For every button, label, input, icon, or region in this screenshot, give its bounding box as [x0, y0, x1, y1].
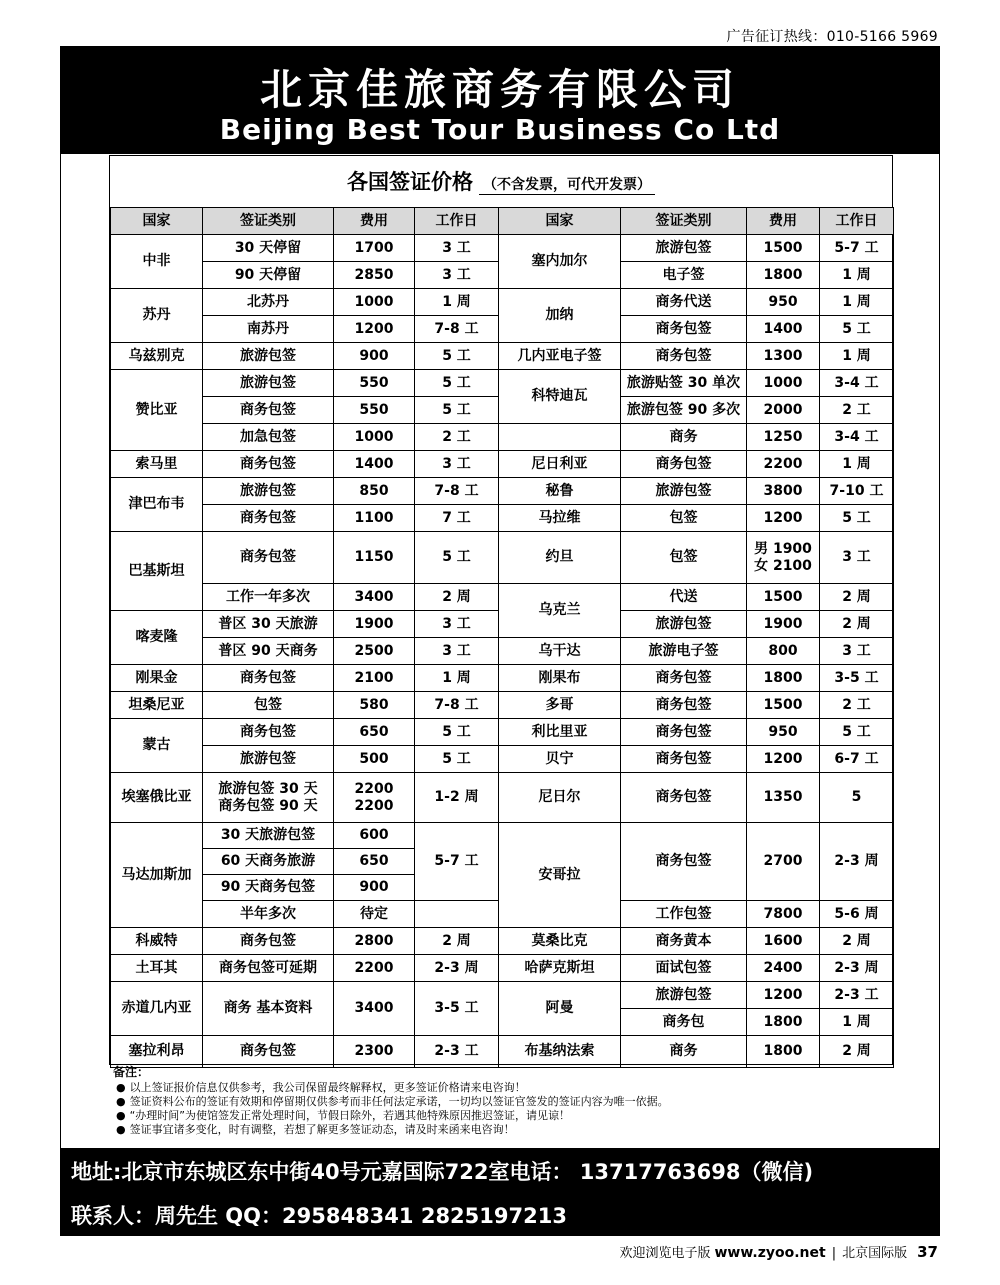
- table-cell: 5-6 周: [820, 901, 894, 928]
- table-cell: 600: [334, 823, 415, 849]
- table-cell: 商务包签可延期: [203, 955, 334, 982]
- table-cell: 商务包签: [203, 505, 334, 532]
- price-table-title: [110, 166, 892, 196]
- table-cell: 3 工: [820, 532, 894, 584]
- table-cell: 2 周: [415, 584, 499, 611]
- table-row: [111, 343, 894, 370]
- table-cell: 商务: [621, 424, 747, 451]
- col-header: 签证类别: [203, 208, 334, 235]
- table-cell: 商务包签: [203, 665, 334, 692]
- table-cell: 旅游包签: [621, 235, 747, 262]
- table-cell: 包签: [621, 505, 747, 532]
- notes-title: 备注：: [113, 1065, 150, 1079]
- table-row: [111, 638, 894, 665]
- table-cell: 1900: [747, 611, 820, 638]
- table-cell: 1 周: [820, 289, 894, 316]
- contact-footer: [61, 1148, 939, 1235]
- table-cell: 土耳其: [111, 955, 203, 982]
- table-cell: 旅游包签: [203, 746, 334, 773]
- col-header: 工作日: [820, 208, 894, 235]
- table-cell: 2 工: [415, 424, 499, 451]
- table-row: [111, 982, 894, 1009]
- table-cell: 900: [334, 343, 415, 370]
- table-cell: 科特迪瓦: [499, 370, 621, 424]
- table-cell: 2 周: [820, 584, 894, 611]
- table-cell: 2 工: [820, 692, 894, 719]
- table-cell: 工作一年多次: [203, 584, 334, 611]
- table-cell: 1-2 周: [415, 773, 499, 823]
- table-cell: 1200: [334, 316, 415, 343]
- table-cell: 3 工: [820, 638, 894, 665]
- table-cell: 面试包签: [621, 955, 747, 982]
- table-cell: 利比里亚: [499, 719, 621, 746]
- table-cell: 阿曼: [499, 982, 621, 1036]
- table-cell: 北苏丹: [203, 289, 334, 316]
- table-cell: 刚果布: [499, 665, 621, 692]
- table-cell: 马达加斯加: [111, 823, 203, 928]
- table-cell: 商务包签: [621, 665, 747, 692]
- table-cell: 加纳: [499, 289, 621, 343]
- table-cell: 南苏丹: [203, 316, 334, 343]
- table-cell: 3400: [334, 982, 415, 1036]
- company-name-en: Beijing Best Tour Business Co Ltd: [219, 113, 781, 146]
- table-cell: 工作包签: [621, 901, 747, 928]
- address-phone: 地址:北京市东城区东中街40号元嘉国际722室电话： 13717763698（微信): [71, 1160, 814, 1184]
- table-cell: 旅游包签: [621, 982, 747, 1009]
- table-cell: 1200: [747, 746, 820, 773]
- table-cell: 旅游包签: [621, 478, 747, 505]
- table-cell: 2100: [334, 665, 415, 692]
- table-cell: 5: [820, 773, 894, 823]
- table-cell: 60 天商务旅游: [203, 849, 334, 875]
- table-cell: 坦桑尼亚: [111, 692, 203, 719]
- col-header: 国家: [111, 208, 203, 235]
- table-header-row: [111, 208, 894, 235]
- table-cell: 3 工: [415, 638, 499, 665]
- table-cell: 索马里: [111, 451, 203, 478]
- table-cell: 2700: [747, 823, 820, 901]
- table-cell: 3800: [747, 478, 820, 505]
- table-cell: 几内亚电子签: [499, 343, 621, 370]
- table-cell: 500: [334, 746, 415, 773]
- table-cell: 1000: [334, 424, 415, 451]
- table-cell: 电子签: [621, 262, 747, 289]
- table-cell: 1400: [334, 451, 415, 478]
- table-cell: 乌干达: [499, 638, 621, 665]
- table-cell: 1800: [747, 1009, 820, 1036]
- table-cell: 商务黄本: [621, 928, 747, 955]
- table-cell: 1150: [334, 532, 415, 584]
- table-cell: 800: [747, 638, 820, 665]
- table-cell: 包签: [621, 532, 747, 584]
- table-row: [111, 1036, 894, 1068]
- table-cell: 商务包签: [203, 1036, 334, 1068]
- table-cell: 商务包签: [203, 928, 334, 955]
- table-cell: 1 周: [820, 343, 894, 370]
- separator: |: [831, 1246, 837, 1261]
- table-cell: 刚果金: [111, 665, 203, 692]
- table-cell: 旅游电子签: [621, 638, 747, 665]
- table-cell: 3 工: [415, 235, 499, 262]
- table-cell: 6-7 工: [820, 746, 894, 773]
- contact-person-qq: 联系人：周先生 QQ：295848341 2825197213: [71, 1204, 567, 1228]
- table-cell: 2 周: [415, 928, 499, 955]
- visa-price-section: [109, 155, 893, 1065]
- table-row: [111, 823, 894, 849]
- table-cell: 哈萨克斯坦: [499, 955, 621, 982]
- table-cell: 5 工: [415, 719, 499, 746]
- table-row: [111, 928, 894, 955]
- table-cell: 秘鲁: [499, 478, 621, 505]
- table-cell: 商务包签: [621, 746, 747, 773]
- table-cell: 2 周: [820, 928, 894, 955]
- table-cell: 塞拉利昂: [111, 1036, 203, 1068]
- table-row: [111, 289, 894, 316]
- table-cell: 90 天停留: [203, 262, 334, 289]
- table-cell: 商务包: [621, 1009, 747, 1036]
- table-cell: 3 工: [415, 262, 499, 289]
- table-cell: 1300: [747, 343, 820, 370]
- note-item: ● 签证资料公布的签证有效期和停留期仅供参考而非任何法定承诺，一切均以签证官签发的签证内容为唯一依据。: [116, 1095, 913, 1109]
- table-cell: 乌兹别克: [111, 343, 203, 370]
- table-cell: 普区 30 天旅游: [203, 611, 334, 638]
- table-cell: 2500: [334, 638, 415, 665]
- table-cell: 3-5 工: [415, 982, 499, 1036]
- table-cell: 旅游包签: [203, 343, 334, 370]
- table-cell: 900: [334, 875, 415, 901]
- table-cell: 2 周: [820, 611, 894, 638]
- table-cell: 5 工: [820, 316, 894, 343]
- table-row: [111, 478, 894, 505]
- col-header: 国家: [499, 208, 621, 235]
- table-cell: 650: [334, 849, 415, 875]
- table-cell: 1600: [747, 928, 820, 955]
- table-cell: 1200: [747, 982, 820, 1009]
- table-cell: 2 工: [820, 397, 894, 424]
- table-cell: 90 天商务包签: [203, 875, 334, 901]
- table-cell: 约旦: [499, 532, 621, 584]
- table-row: [111, 665, 894, 692]
- table-cell: 包签: [203, 692, 334, 719]
- table-cell: 尼日尔: [499, 773, 621, 823]
- table-cell: 商务包签: [621, 773, 747, 823]
- table-cell: 商务代送: [621, 289, 747, 316]
- table-cell: 巴基斯坦: [111, 532, 203, 611]
- table-cell: 蒙古: [111, 719, 203, 773]
- edition-name: 北京国际版: [842, 1246, 908, 1261]
- table-cell: 3 工: [415, 451, 499, 478]
- website-link[interactable]: www.zyoo.net: [714, 1245, 826, 1261]
- page-footer: [619, 1242, 938, 1261]
- col-header: 费用: [334, 208, 415, 235]
- table-cell: 尼日利亚: [499, 451, 621, 478]
- table-cell: 科威特: [111, 928, 203, 955]
- table-cell: 3 工: [415, 611, 499, 638]
- table-cell: 7-8 工: [415, 478, 499, 505]
- table-cell: [499, 424, 621, 451]
- table-cell: 1700: [334, 235, 415, 262]
- notes-section: [113, 1065, 913, 1137]
- table-cell: 2-3 工: [820, 982, 894, 1009]
- note-item: ● “办理时间”为使馆签发正常处理时间，节假日除外，若遇其他特殊原因推迟签证，请见谅！: [116, 1109, 913, 1123]
- table-cell: 3-5 工: [820, 665, 894, 692]
- table-cell: 男 1900 女 2100: [747, 532, 820, 584]
- table-cell: 普区 90 天商务: [203, 638, 334, 665]
- table-cell: 950: [747, 289, 820, 316]
- table-cell: 2 周: [820, 1036, 894, 1068]
- page-number: 37: [917, 1243, 938, 1261]
- table-row: [111, 955, 894, 982]
- table-row: [111, 746, 894, 773]
- table-cell: 2300: [334, 1036, 415, 1068]
- table-cell: 5 工: [415, 370, 499, 397]
- table-cell: 1200: [747, 505, 820, 532]
- table-cell: 3400: [334, 584, 415, 611]
- table-cell: 贝宁: [499, 746, 621, 773]
- table-cell: 安哥拉: [499, 823, 621, 928]
- table-cell: 2800: [334, 928, 415, 955]
- ad-hotline: 广告征订热线：010-5166 5969: [726, 29, 938, 45]
- table-cell: [415, 901, 499, 928]
- table-cell: 旅游贴签 30 单次: [621, 370, 747, 397]
- table-cell: 580: [334, 692, 415, 719]
- table-row: [111, 719, 894, 746]
- table-cell: 7-8 工: [415, 316, 499, 343]
- page-frame: [60, 46, 940, 1236]
- table-cell: 1 周: [820, 262, 894, 289]
- table-row: [111, 451, 894, 478]
- table-cell: 商务包签: [203, 719, 334, 746]
- table-cell: 赞比亚: [111, 370, 203, 451]
- table-cell: 2-3 周: [820, 955, 894, 982]
- company-name-cn: 北京佳旅商务有限公司: [259, 65, 740, 114]
- table-cell: 5 工: [415, 343, 499, 370]
- table-cell: 1000: [334, 289, 415, 316]
- table-row: [111, 773, 894, 823]
- table-cell: 商务 基本资料: [203, 982, 334, 1036]
- table-cell: 1 周: [415, 289, 499, 316]
- table-cell: 5 工: [415, 397, 499, 424]
- table-cell: 850: [334, 478, 415, 505]
- table-cell: 1400: [747, 316, 820, 343]
- table-cell: 5 工: [415, 746, 499, 773]
- table-cell: 塞内加尔: [499, 235, 621, 289]
- table-cell: 1800: [747, 1036, 820, 1068]
- table-cell: 550: [334, 370, 415, 397]
- table-cell: 商务包签: [203, 451, 334, 478]
- table-cell: 商务包签: [203, 532, 334, 584]
- table-cell: 布基纳法索: [499, 1036, 621, 1068]
- table-cell: 1000: [747, 370, 820, 397]
- table-cell: 待定: [334, 901, 415, 928]
- table-row: [111, 370, 894, 397]
- table-cell: 2200: [747, 451, 820, 478]
- table-row: [111, 584, 894, 611]
- table-cell: 苏丹: [111, 289, 203, 343]
- table-cell: 商务包签: [203, 397, 334, 424]
- table-cell: 1350: [747, 773, 820, 823]
- table-cell: 2-3 周: [415, 955, 499, 982]
- table-cell: 5 工: [820, 719, 894, 746]
- table-cell: 旅游包签 30 天 商务包签 90 天: [203, 773, 334, 823]
- table-cell: 半年多次: [203, 901, 334, 928]
- table-cell: 30 天停留: [203, 235, 334, 262]
- table-cell: 商务包签: [621, 316, 747, 343]
- table-cell: 商务包签: [621, 823, 747, 901]
- table-cell: 赤道几内亚: [111, 982, 203, 1036]
- table-cell: 加急包签: [203, 424, 334, 451]
- table-row: [111, 235, 894, 262]
- table-cell: 550: [334, 397, 415, 424]
- table-cell: 3-4 工: [820, 424, 894, 451]
- table-cell: 商务包签: [621, 692, 747, 719]
- table-cell: 莫桑比克: [499, 928, 621, 955]
- browse-text: 欢迎浏览电子版: [619, 1246, 711, 1261]
- table-cell: 多哥: [499, 692, 621, 719]
- table-cell: 2200 2200: [334, 773, 415, 823]
- table-cell: 旅游包签: [621, 611, 747, 638]
- col-header: 工作日: [415, 208, 499, 235]
- price-title-note: （不含发票，可代开发票）: [479, 174, 655, 195]
- table-cell: 1500: [747, 584, 820, 611]
- table-cell: 1100: [334, 505, 415, 532]
- table-cell: 30 天旅游包签: [203, 823, 334, 849]
- table-cell: 1900: [334, 611, 415, 638]
- table-cell: 3-4 工: [820, 370, 894, 397]
- table-cell: 1500: [747, 235, 820, 262]
- table-cell: 旅游包签 90 多次: [621, 397, 747, 424]
- table-cell: 代送: [621, 584, 747, 611]
- table-cell: 1 周: [820, 1009, 894, 1036]
- table-cell: 津巴布韦: [111, 478, 203, 532]
- table-cell: 喀麦隆: [111, 611, 203, 665]
- table-cell: 7 工: [415, 505, 499, 532]
- col-header: 签证类别: [621, 208, 747, 235]
- note-item: ● 签证事宜诸多变化，时有调整，若想了解更多签证动态，请及时来函来电咨询！: [116, 1123, 913, 1137]
- table-cell: 7-10 工: [820, 478, 894, 505]
- table-cell: 中非: [111, 235, 203, 289]
- table-cell: 2850: [334, 262, 415, 289]
- table-row: [111, 505, 894, 532]
- table-cell: 商务包签: [621, 343, 747, 370]
- table-cell: 7-8 工: [415, 692, 499, 719]
- table-row: [111, 532, 894, 584]
- table-cell: 1250: [747, 424, 820, 451]
- table-cell: 2200: [334, 955, 415, 982]
- col-header: 费用: [747, 208, 820, 235]
- table-cell: 1800: [747, 262, 820, 289]
- table-cell: 5 工: [415, 532, 499, 584]
- visa-price-table: [110, 207, 894, 1068]
- visa-table-body: [111, 235, 894, 1068]
- table-cell: 2-3 工: [415, 1036, 499, 1068]
- table-cell: 7800: [747, 901, 820, 928]
- table-cell: 5-7 工: [415, 823, 499, 901]
- table-cell: 5 工: [820, 505, 894, 532]
- price-title-text: 各国签证价格: [347, 170, 473, 194]
- table-cell: 950: [747, 719, 820, 746]
- table-cell: 650: [334, 719, 415, 746]
- table-cell: 2000: [747, 397, 820, 424]
- table-cell: 1500: [747, 692, 820, 719]
- table-cell: 商务: [621, 1036, 747, 1068]
- table-cell: 2400: [747, 955, 820, 982]
- table-cell: 乌克兰: [499, 584, 621, 638]
- table-cell: 埃塞俄比亚: [111, 773, 203, 823]
- table-cell: 1 周: [820, 451, 894, 478]
- table-cell: 2-3 周: [820, 823, 894, 901]
- note-item: ● 以上签证报价信息仅供参考，我公司保留最终解释权，更多签证价格请来电咨询！: [116, 1081, 913, 1095]
- table-row: [111, 424, 894, 451]
- table-cell: 1 周: [415, 665, 499, 692]
- table-cell: 1800: [747, 665, 820, 692]
- table-cell: 旅游包签: [203, 370, 334, 397]
- table-cell: 商务包签: [621, 719, 747, 746]
- table-cell: 马拉维: [499, 505, 621, 532]
- table-cell: 5-7 工: [820, 235, 894, 262]
- table-row: [111, 692, 894, 719]
- table-cell: 旅游包签: [203, 478, 334, 505]
- company-header: [61, 47, 939, 154]
- table-cell: 商务包签: [621, 451, 747, 478]
